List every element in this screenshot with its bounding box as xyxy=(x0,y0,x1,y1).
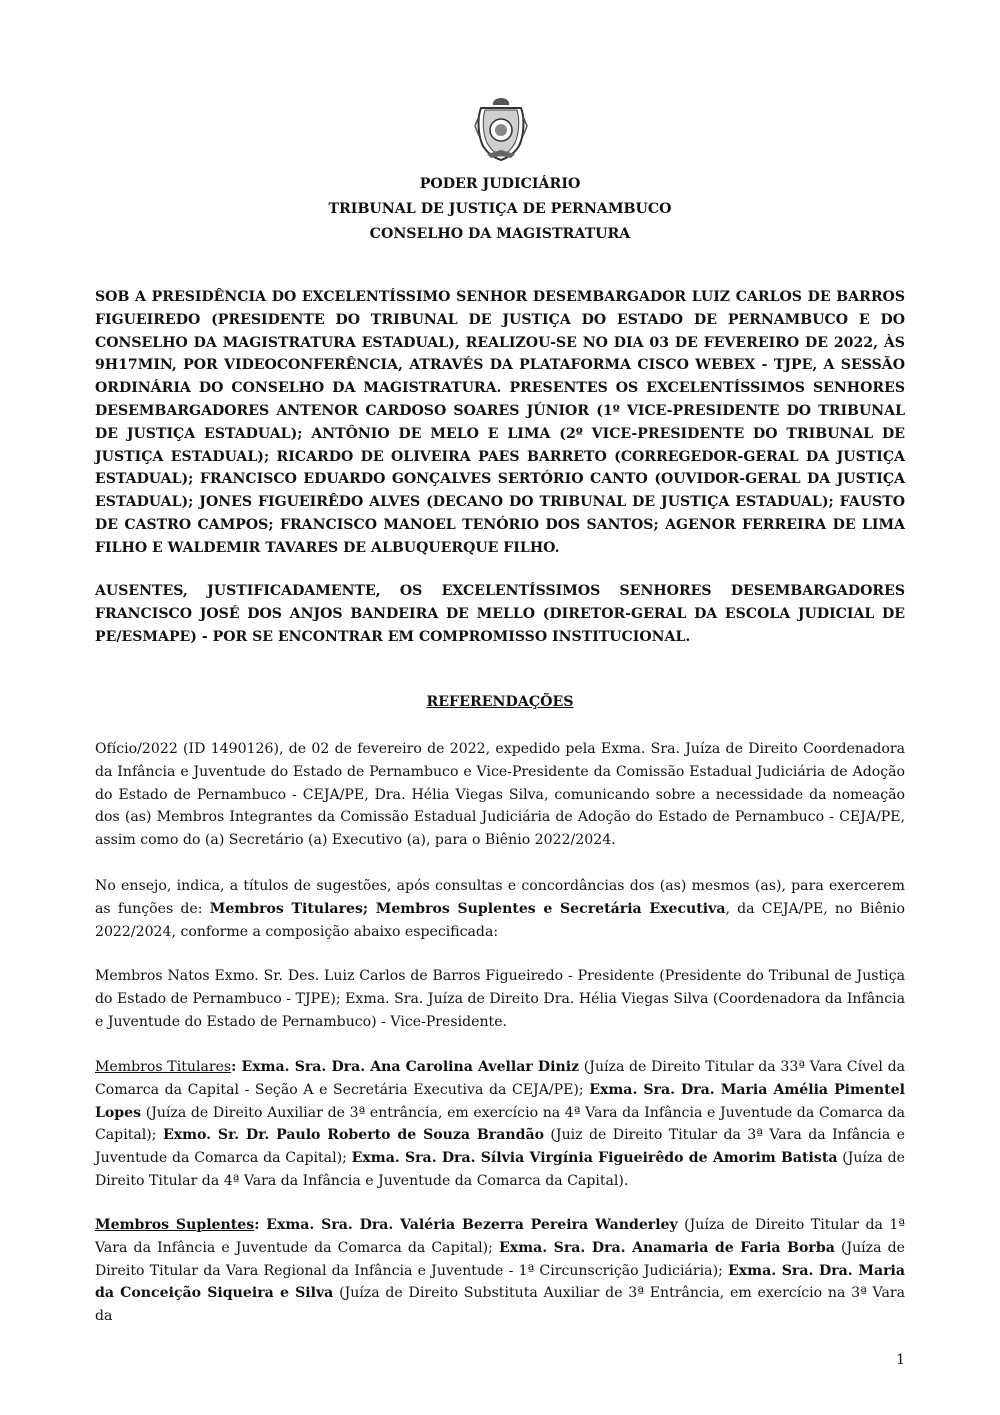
document-header xyxy=(95,172,905,247)
member-role: (Juiz de Direito Titular da 3ª Vara da Infância e Juventude da Comarca da Capital); xyxy=(95,1127,905,1167)
coat-of-arms-icon xyxy=(473,96,529,162)
absent-paragraph: AUSENTES, JUSTIFICADAMENTE, OS EXCELENTÍSSIMOS SENHORES DESEMBARGADORES FRANCISCO JOSÉ DOS ANJOS BANDEIRA DE MELLO (DIRETOR-GERAL DA ESCOLA JUDICIAL DE PE/ESMAPE) - POR SE ENCONTRAR EM COMPROMISSO INSTITUCIONAL. xyxy=(95,583,905,645)
member-name: Exmo. Sr. Dr. Paulo Roberto de Souza Brandão xyxy=(162,1127,544,1144)
label-colon: : xyxy=(254,1217,267,1233)
member-name: Exma. Sra. Dra. Valéria Bezerra Pereira Wanderley xyxy=(266,1217,678,1233)
paragraph-indicacao xyxy=(95,875,905,943)
page-number: 1 xyxy=(896,1352,905,1368)
header-line-2: TRIBUNAL DE JUSTIÇA DE PERNAMBUCO xyxy=(328,201,672,217)
member-name: Exma. Sra. Dra. Sílvia Virgínia Figueirêdo de Amorim Batista xyxy=(351,1150,838,1167)
member-role: (Juíza de Direito Titular da Vara Regional da Infância e Juventude - 1ª Circunscrição Judiciária); xyxy=(95,1239,905,1279)
paragraph-membros-suplentes xyxy=(95,1214,905,1328)
paragraph-membros-natos: Membros Natos Exmo. Sr. Des. Luiz Carlos de Barros Figueiredo - Presidente (Presidente do Tribunal de Justiça do Estado de Pernambuco - TJPE); Exma. Sra. Juíza de Direito Dra. Hélia Viegas Silva (Coordenadora da Infância e Juventude do Estado de Pernambuco) - Vice-Presidente. xyxy=(95,968,905,1030)
header-line-1: PODER JUDICIÁRIO xyxy=(419,176,581,192)
members-label: Membros Titulares xyxy=(95,1059,232,1075)
paragraph-membros-titulares xyxy=(95,1056,905,1193)
members-label: Membros Suplentes xyxy=(95,1217,255,1233)
member-role: (Juíza de Direito Titular da 1ª Vara da Infância e Juventude da Comarca da Capital); xyxy=(95,1217,905,1256)
section-title: REFERENDAÇÕES xyxy=(426,694,574,710)
member-name: Exma. Sra. Dra. Ana Carolina Avellar Diniz xyxy=(241,1059,580,1075)
member-role: (Juíza de Direito Titular da 33ª Vara Cível da Comarca da Capital - Seção A e Secretária Executiva da CEJA/PE); xyxy=(95,1059,906,1098)
text-run: , da CEJA/PE, no Biênio 2022/2024, conforme a composição abaixo especificada: xyxy=(95,900,905,940)
document-page xyxy=(95,0,905,1415)
intro-paragraph: SOB A PRESIDÊNCIA DO EXCELENTÍSSIMO SENHOR DESEMBARGADOR LUIZ CARLOS DE BARROS FIGUEIREDO (PRESIDENTE DO TRIBUNAL DE JUSTIÇA DO ESTADO DE PERNAMBUCO E DO CONSELHO DA MAGISTRATURA ESTADUAL), REALIZOU-SE NO DIA 03 DE FEVEREIRO DE 2022, ÀS 9H17MIN, POR VIDEOCONFERÊNCIA, ATRAVÉS DA PLATAFORMA CISCO WEBEX - TJPE, A SESSÃO ORDINÁRIA DO CONSELHO DA MAGISTRATURA. PRESENTES OS EXCELENTÍSSIMOS SENHORES DESEMBARGADORES ANTENOR CARDOSO SOARES JÚNIOR (1º VICE-PRESIDENTE DO TRIBUNAL DE JUSTIÇA ESTADUAL); ANTÔNIO DE MELO E LIMA (2º VICE-PRESIDENTE DO TRIBUNAL DE JUSTIÇA ESTADUAL); RICARDO DE OLIVEIRA PAES BARRETO (CORREGEDOR-GERAL DA JUSTIÇA ESTADUAL); FRANCISCO EDUARDO GONÇALVES SERTÓRIO CANTO (OUVIDOR-GERAL DA JUSTIÇA ESTADUAL); JONES FIGUEIRÊDO ALVES (DECANO DO TRIBUNAL DE JUSTIÇA ESTADUAL); FAUSTO DE CASTRO CAMPOS; FRANCISCO MANOEL TENÓRIO DOS SANTOS; AGENOR FERREIRA DE LIMA FILHO E WALDEMIR TAVARES DE ALBUQUERQUE FILHO. xyxy=(95,289,905,556)
member-role: (Juíza de Direito Auxiliar de 3ª entrância, em exercício na 4ª Vara da Infância e Juventude da Comarca da Capital); xyxy=(95,1104,905,1144)
member-role: (Juíza de Direito Substituta Auxiliar de 3ª Entrância, em exercício na 3ª Vara da xyxy=(95,1285,905,1325)
member-role: (Juíza de Direito Titular da 4ª Vara da Infância e Juventude da Comarca da Capital). xyxy=(95,1150,905,1189)
header-line-3: CONSELHO DA MAGISTRATURA xyxy=(369,226,631,242)
member-name: Exma. Sra. Dra. Maria da Conceição Siqueira e Silva xyxy=(95,1262,905,1302)
text-run: No ensejo, indica, a títulos de sugestões, após consultas e concordâncias dos (as) mesmos (as), para exercerem as funções de: xyxy=(95,878,905,917)
paragraph-oficio: Ofício/2022 (ID 1490126), de 02 de fevereiro de 2022, expedido pela Exma. Sra. Juíza de Direito Coordenadora da Infância e Juventude do Estado de Pernambuco e Vice-Presidente da Comissão Estadual Judiciária de Adoção do Estado de Pernambuco - CEJA/PE, Dra. Hélia Viegas Silva, comunicando sobre a necessidade da nomeação dos (as) Membros Integrantes da Comissão Estadual Judiciária de Adoção do Estado de Pernambuco - CEJA/PE, assim como do (a) Secretário (a) Executivo (a), para o Biênio 2022/2024. xyxy=(95,741,905,849)
member-name: Exma. Sra. Dra. Anamaria de Faria Borba xyxy=(499,1239,835,1256)
label-colon: : xyxy=(231,1059,242,1075)
member-name: Exma. Sra. Dra. Maria Amélia Pimentel Lopes xyxy=(95,1081,905,1121)
bold-run: Membros Titulares; Membros Suplentes e Secretária Executiva xyxy=(209,900,726,917)
